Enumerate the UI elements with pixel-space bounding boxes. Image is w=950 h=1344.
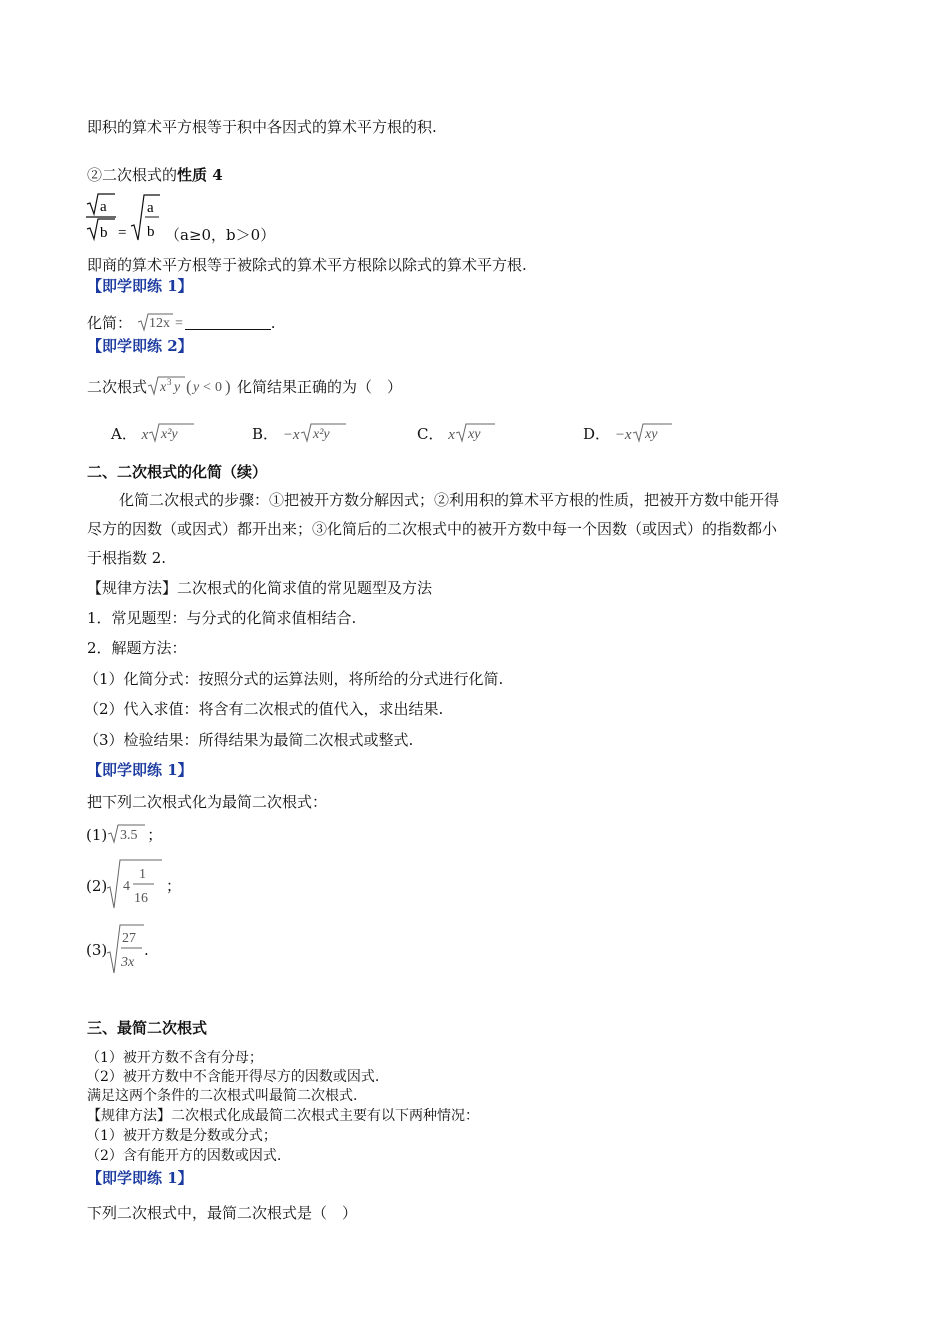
- section2-para-line-2: 尽方的因数（或因式）都开出来；③化简后的二次根式中的被开方数中每一个因数（或因式）的指数都小: [87, 520, 778, 538]
- formula-num-right: a: [147, 200, 154, 216]
- section2-item-3: （1）化简分式：按照分式的运算法则，将所给的分式进行化简.: [84, 670, 504, 688]
- property4-description: 即商的算术平方根等于被除式的算术平方根除以除式的算术平方根.: [87, 256, 527, 274]
- option-a-letter: A．: [111, 425, 137, 443]
- option-c-letter: C．: [417, 425, 444, 443]
- section3-line-2: （2）被开方数中不含能开得尽方的因数或因式.: [86, 1069, 380, 1085]
- practice2-suffix: 化简结果正确的为（ ）: [237, 378, 403, 396]
- formula-den-right: b: [147, 224, 155, 240]
- practice2-question: [87, 375, 402, 397]
- formula-num-left: a: [100, 199, 107, 215]
- option-c-radicand: xy: [467, 427, 481, 442]
- property4-prefix: ②二次根式的: [87, 166, 178, 184]
- option-b-radicand: x²y: [312, 427, 330, 442]
- property4-formula: [85, 192, 365, 244]
- option-d-letter: D．: [583, 425, 611, 443]
- option-a-sqrt: [148, 422, 198, 444]
- property4-bold: 性质 4: [177, 166, 223, 184]
- quotient-root-formula: [85, 192, 165, 244]
- practice2-prefix: 二次根式: [87, 378, 148, 396]
- sub-2-end: ；: [166, 877, 182, 895]
- sub-1-label: (1): [86, 826, 108, 844]
- practice1-question: [87, 312, 276, 333]
- option-b-sqrt: [300, 422, 350, 444]
- section2-practice-heading: 【即学即练 1】: [87, 761, 193, 779]
- svg-text:y: y: [174, 380, 181, 395]
- svg-text:=: =: [118, 225, 127, 241]
- sub-3-num: 27: [122, 931, 136, 946]
- section3-line-1: （1）被开方数不含有分母；: [86, 1050, 263, 1066]
- section2-item-1: 1．常见题型：与分式的化简求值相结合.: [87, 609, 357, 627]
- section3-line-4: 【规律方法】二次根式化成最简二次根式主要有以下两种情况：: [87, 1108, 479, 1124]
- section2-para-line-3: 于根指数 2.: [87, 549, 167, 567]
- option-c-coef: x: [448, 427, 455, 443]
- option-a: [111, 422, 198, 445]
- section3-line-5: （1）被开方数是分数或分式；: [86, 1128, 277, 1144]
- sqrt-x3y-condition: [147, 375, 237, 397]
- sub-1-sqrt: [107, 823, 147, 845]
- option-b: [252, 422, 350, 445]
- section2-para-line-1: 化简二次根式的步骤：①把被开方数分解因式；②利用积的算术平方根的性质，把被开方数中能开得: [119, 491, 780, 509]
- option-d-radicand: xy: [644, 427, 658, 442]
- option-d: [583, 422, 678, 445]
- svg-text:<: <: [203, 380, 211, 395]
- svg-text:(: (: [186, 377, 192, 396]
- sub-item-1: [86, 823, 162, 845]
- formula-den-left: b: [100, 225, 108, 241]
- section2-item-4: （2）代入求值：将含有二次根式的值代入，求出结果.: [84, 700, 444, 718]
- svg-text:): ): [225, 377, 231, 396]
- option-d-coef: −x: [614, 427, 632, 443]
- svg-text:=: =: [174, 316, 183, 331]
- option-c-sqrt: [455, 422, 501, 444]
- sub-3-den: 3x: [121, 955, 135, 970]
- svg-text:x: x: [160, 380, 167, 395]
- sub-3-label: (3): [86, 941, 108, 959]
- period: .: [270, 314, 276, 332]
- section3-line-3: 满足这两个条件的二次根式叫最简二次根式.: [87, 1088, 358, 1104]
- option-d-sqrt: [632, 422, 678, 444]
- option-b-coef: −x: [282, 427, 300, 443]
- option-a-coef: x: [141, 427, 149, 443]
- sub-2-whole: 4: [123, 879, 130, 894]
- property4-heading: [87, 165, 223, 185]
- sub-1-end: ；: [147, 826, 163, 844]
- sub-2-sqrt: [106, 858, 166, 910]
- sub-2-label: (2): [86, 877, 108, 895]
- section2-item-5: （3）检验结果：所得结果为最简二次根式或整式.: [84, 731, 414, 749]
- section3-practice-heading: 【即学即练 1】: [87, 1169, 193, 1187]
- svg-text:3: 3: [167, 377, 172, 387]
- sqrt-12x: [137, 312, 185, 332]
- section2-rule: 【规律方法】二次根式的化简求值的常见题型及方法: [87, 579, 433, 597]
- practice1-prefix: 化简：: [87, 314, 133, 332]
- section2-practice-text: 把下列二次根式化为最简二次根式：: [87, 793, 328, 811]
- section2-item-2: 2．解题方法：: [87, 639, 187, 657]
- practice-heading-1: 【即学即练 1】: [87, 277, 193, 295]
- sub-2-den: 16: [134, 891, 148, 906]
- sub-1-radicand: 3.5: [120, 828, 138, 843]
- section3-line-6: （2）含有能开方的因数或因式.: [86, 1148, 282, 1164]
- option-a-radicand: x²y: [161, 427, 178, 442]
- practice-heading-2: 【即学即练 2】: [87, 337, 193, 355]
- svg-text:0: 0: [215, 380, 223, 395]
- option-c: [417, 422, 501, 445]
- svg-text:y: y: [193, 380, 200, 395]
- answer-blank: [185, 315, 271, 330]
- formula-condition: （a≥0，b＞0）: [165, 226, 276, 244]
- property3-description: 即积的算术平方根等于积中各因式的算术平方根的积.: [87, 118, 437, 136]
- section3-title: 三、最简二次根式: [87, 1019, 208, 1037]
- section2-title: 二、二次根式的化简（续）: [87, 463, 268, 481]
- sub-2-num: 1: [139, 867, 146, 882]
- option-b-letter: B．: [252, 425, 279, 443]
- section3-question: 下列二次根式中，最简二次根式是（ ）: [87, 1204, 358, 1222]
- sub-3-end: .: [144, 941, 149, 959]
- expr-12x: 12x: [148, 316, 170, 331]
